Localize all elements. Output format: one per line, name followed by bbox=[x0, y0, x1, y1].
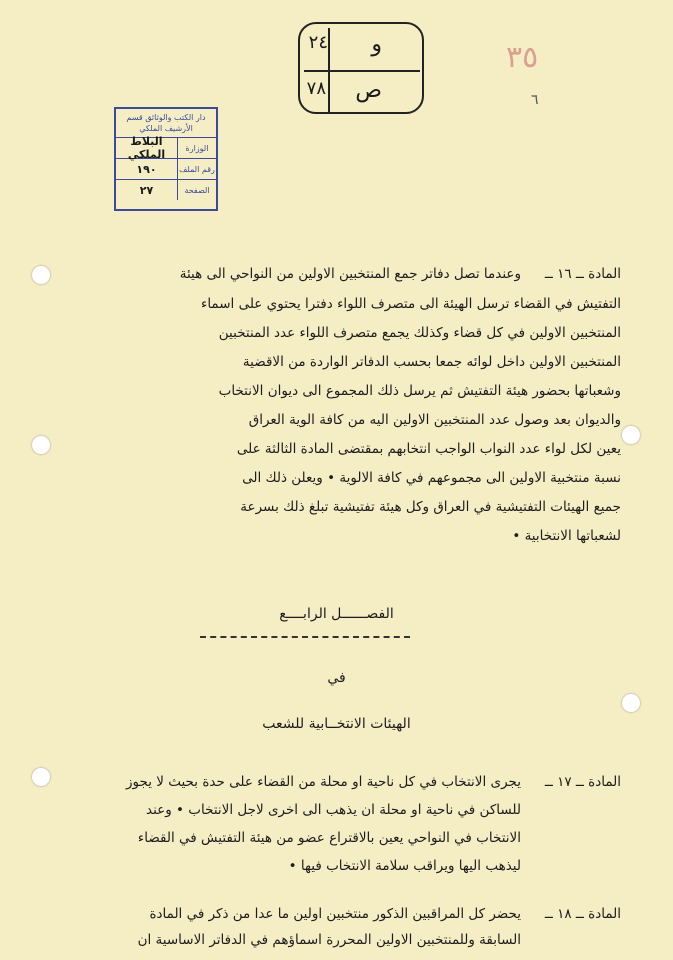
stamp-value: البلاط الملكي bbox=[127, 135, 166, 161]
punch-hole bbox=[32, 266, 50, 284]
stamp-label: الوزارة bbox=[177, 138, 216, 158]
stamp-row bbox=[116, 135, 216, 161]
punch-hole bbox=[622, 694, 640, 712]
reference-box bbox=[298, 22, 424, 114]
stamp-header: دار الكتب والوثائق قسم الأرشيف الملكي bbox=[116, 109, 216, 138]
ref-top-left: ٢٤ bbox=[308, 32, 328, 53]
article-17-body bbox=[31, 774, 521, 894]
stamp-label: الصفحة bbox=[177, 180, 216, 200]
article-17-line: ليذهب اليها ويراقب سلامة الانتخاب فيها • bbox=[288, 858, 521, 874]
article-18-body bbox=[31, 906, 521, 960]
article-16-line: المنتخبين الاولين في كل قضاء وكذلك يجمع متصرف اللواء عدد المنتخبين bbox=[218, 325, 621, 341]
article-18-line: يحضر كل المراقبين الذكور منتخبين اولين ما عدا من ذكر في المادة bbox=[149, 906, 521, 922]
ref-bottom-right: ص bbox=[355, 78, 382, 103]
article-16-continuation bbox=[31, 296, 621, 556]
article-16-line: نسبة منتخبية الاولين الى مجموعهم في كافة الالوية • ويعلن ذلك الى bbox=[242, 470, 621, 486]
archive-stamp bbox=[114, 107, 218, 211]
pencil-page-number: ٦ bbox=[531, 92, 539, 108]
article-16-line: يعين لكل لواء عدد النواب الواجب انتخابهم بمقتضى المادة الثالثة على bbox=[236, 441, 621, 457]
article-18-line: السابقة وللمنتخبين الاولين المحررة اسماؤهم في الدفاتر الاساسية ان bbox=[137, 932, 521, 948]
article-17-line: الانتخاب في النواحي يعين بالاقتراع عضو من هيئة التفتيش في القضاء bbox=[137, 830, 521, 846]
article-17-line: يجرى الانتخاب في كل ناحية او محلة من القضاء على حدة بحيث لا يجوز bbox=[125, 774, 521, 790]
ref-divider-horizontal bbox=[304, 70, 420, 72]
chapter-divider bbox=[200, 636, 410, 644]
article-16-line: والديوان بعد وصول عدد المنتخبين الاولين اليه من كافة الوية العراق bbox=[248, 412, 621, 428]
punch-hole bbox=[32, 768, 50, 786]
stamp-value: ٢٧ bbox=[139, 183, 154, 197]
chapter-title: الفصــــــل الرابــــع bbox=[279, 606, 394, 622]
article-16-line: المنتخبين الاولين داخل لوائه جمعا بحسب الدفاتر الواردة من الاقضية bbox=[242, 354, 621, 370]
article-16-line: جميع الهيئات التفتيشية في العراق وكل هيئة تفتيشية تبلغ ذلك بسرعة bbox=[240, 499, 621, 515]
article-16-line: التفتيش في القضاء ترسل الهيئة الى متصرف اللواء دفترا يحتوي على اسماء bbox=[200, 296, 621, 312]
article-16-line: وشعباتها بحضور هيئة التفتيش ثم يرسل ذلك المجموع الى ديوان الانتخاب bbox=[218, 383, 621, 399]
stamp-value: ١٩٠ bbox=[136, 162, 157, 176]
article-17-line: للساكن في ناحية او محلة ان يذهب الى اخرى لاجل الانتخاب • وعند bbox=[146, 802, 521, 818]
ref-bottom-left: ٧٨ bbox=[306, 78, 326, 99]
punch-hole bbox=[32, 436, 50, 454]
chapter-connector: في bbox=[327, 670, 346, 686]
ref-top-right: و bbox=[371, 32, 382, 57]
article-16-line: وعندما تصل دفاتر جمع المنتخبين الاولين من النواحي الى هيئة bbox=[179, 266, 521, 282]
stamp-row bbox=[116, 159, 216, 180]
stamp-label: رقم الملف bbox=[177, 159, 216, 179]
article-16-line: لشعباتها الانتخابية • bbox=[512, 528, 621, 544]
punch-hole bbox=[622, 426, 640, 444]
article-16-label: المادة ــ ١٦ ــ bbox=[544, 266, 621, 282]
stamp-row bbox=[116, 180, 216, 200]
article-18-label: المادة ــ ١٨ ــ bbox=[544, 906, 621, 922]
article-17-label: المادة ــ ١٧ ــ bbox=[544, 774, 621, 790]
red-page-number: ٣٥ bbox=[506, 40, 539, 75]
chapter-subtitle: الهيئات الانتخــابية للشعب bbox=[262, 716, 411, 732]
